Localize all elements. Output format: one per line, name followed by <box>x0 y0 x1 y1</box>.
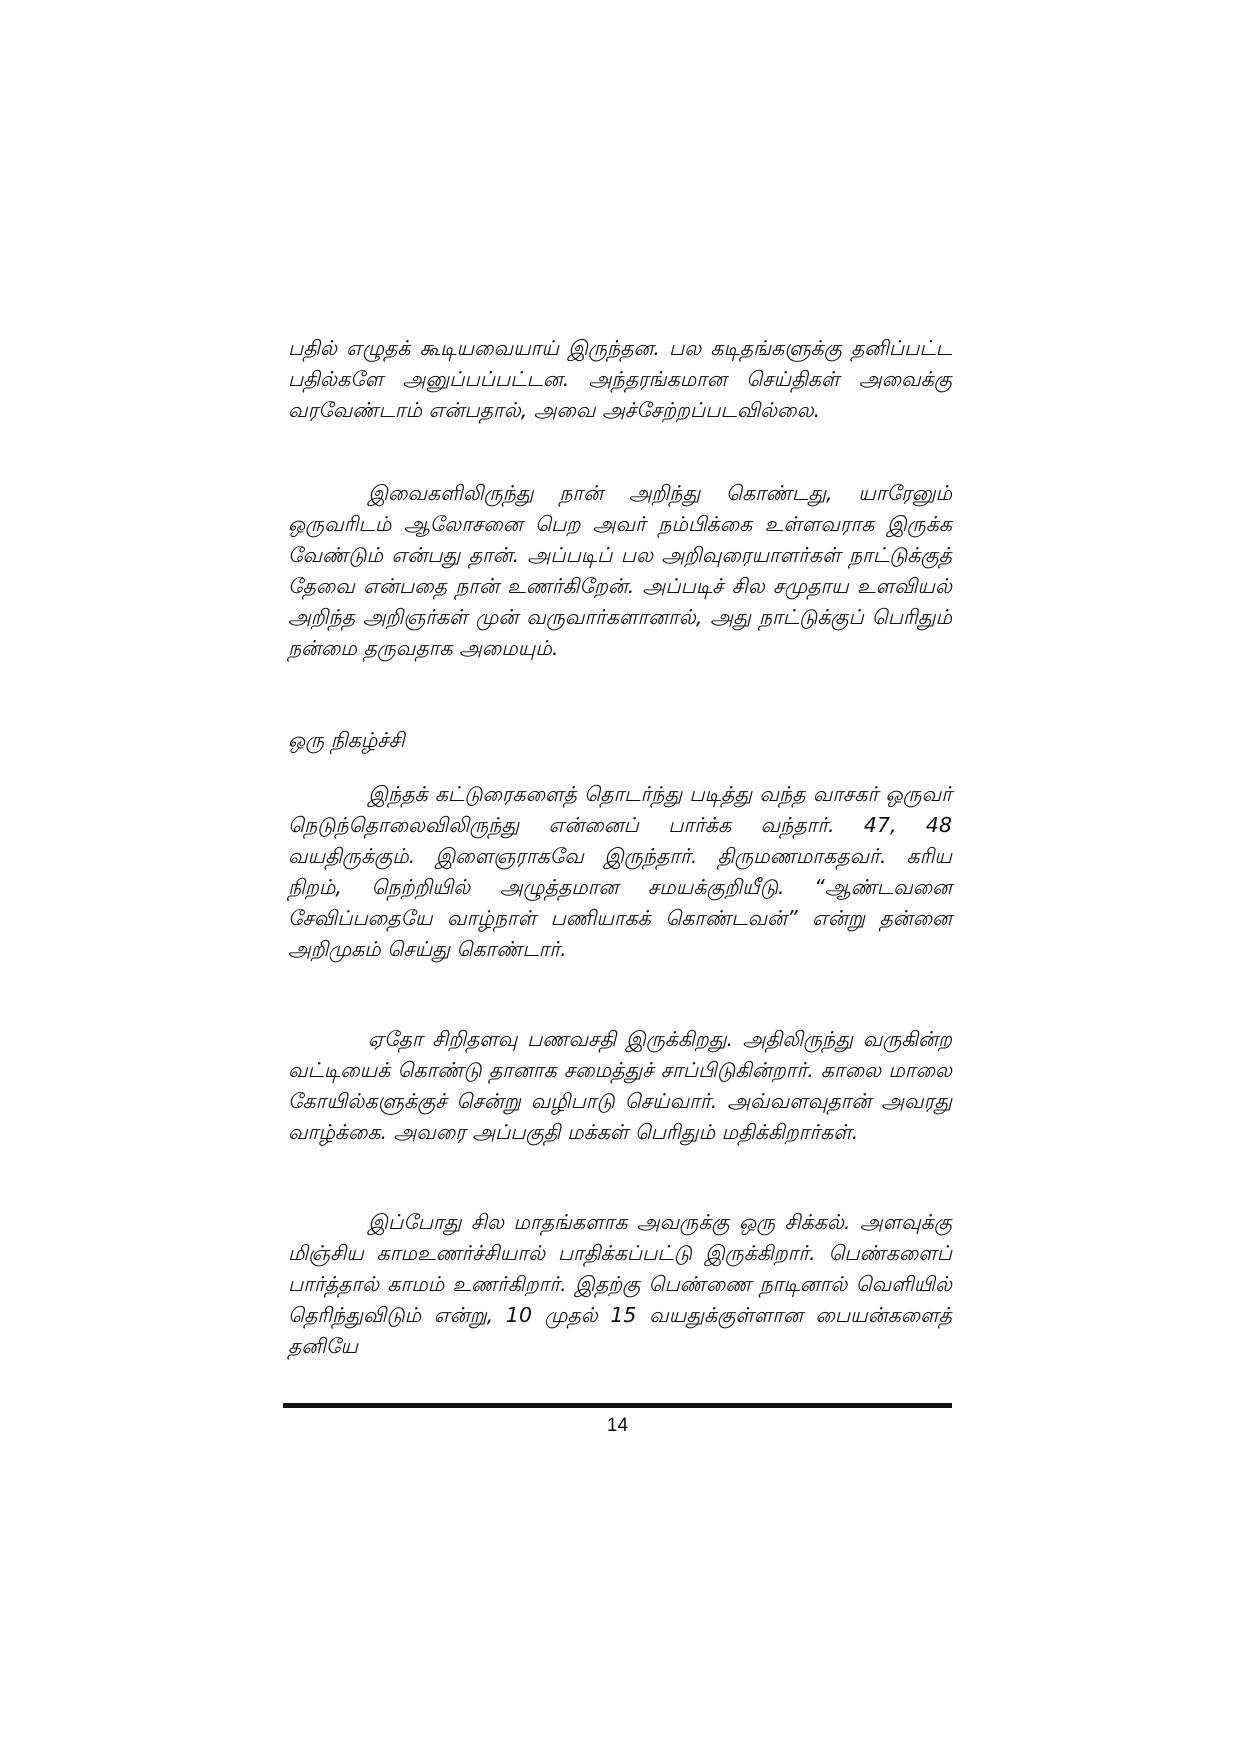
page-number: 14 <box>606 1415 629 1436</box>
paragraph-continued: பதில் எழுதக் கூடியவையாய் இருந்தன. பல கடிதங்களுக்கு தனிப்பட்ட பதில்களே அனுப்பப்பட்டன. அந்தரங்கமான செய்திகள் அவைக்கு வரவேண்டாம் என்பதால், அவை அச்சேற்றப்படவில்லை. <box>288 336 952 422</box>
section-heading: ஒரு நிகழ்ச்சி <box>288 728 405 752</box>
paragraph: ஏதோ சிறிதளவு பணவசதி இருக்கிறது. அதிலிருந்து வருகின்ற வட்டியைக் கொண்டு தானாக சமைத்துச் சாப்பிடுகின்றார். காலை மாலை கோயில்களுக்குச் சென்று வழிபாடு செய்வார். அவ்வளவுதான் அவரது வாழ்க்கை. அவரை அப்பகுதி மக்கள் பெரிதும் மதிக்கிறார்கள். <box>288 1027 952 1144</box>
paragraph: இந்தக் கட்டுரைகளைத் தொடர்ந்து படித்து வந்த வாசகர் ஒருவர் நெடுந்தொலைவிலிருந்து என்னைப் பார்க்க வந்தார். 47, 48 வயதிருக்கும். இளைஞராகவே இருந்தார். திருமணமாகதவர். கரிய நிறம், நெற்றியில் அழுத்தமான சமயக்குறியீடு. “ஆண்டவனை சேவிப்பதையே வாழ்நாள் பணியாகக் கொண்டவன்” என்று தன்னை அறிமுகம் செய்து கொண்டார். <box>288 782 952 961</box>
paragraph: இப்போது சில மாதங்களாக அவருக்கு ஒரு சிக்கல். அளவுக்கு மிஞ்சிய காமஉணர்ச்சியால் பாதிக்கப்பட்டு இருக்கிறார். பெண்களைப் பார்த்தால் காமம் உணர்கிறார். இதற்கு பெண்ணை நாடினால் வெளியில் தெரிந்துவிடும் என்று, 10 முதல் 15 வயதுக்குள்ளான பையன்களைத் தனியே <box>288 1210 952 1358</box>
footer-rule <box>283 1403 952 1408</box>
paragraph: இவைகளிலிருந்து நான் அறிந்து கொண்டது, யாரேனும் ஒருவரிடம் ஆலோசனை பெற அவர் நம்பிக்கை உள்ளவராக இருக்க வேண்டும் என்பது தான். அப்படிப் பல அறிவுரையாளர்கள் நாட்டுக்குத் தேவை என்பதை நான் உணர்கிறேன். அப்படிச் சில சமுதாய உளவியல் அறிந்த அறிஞர்கள் முன் வருவார்களானால், அது நாட்டுக்குப் பெரிதும் நன்மை தருவதாக அமையும். <box>288 481 952 660</box>
